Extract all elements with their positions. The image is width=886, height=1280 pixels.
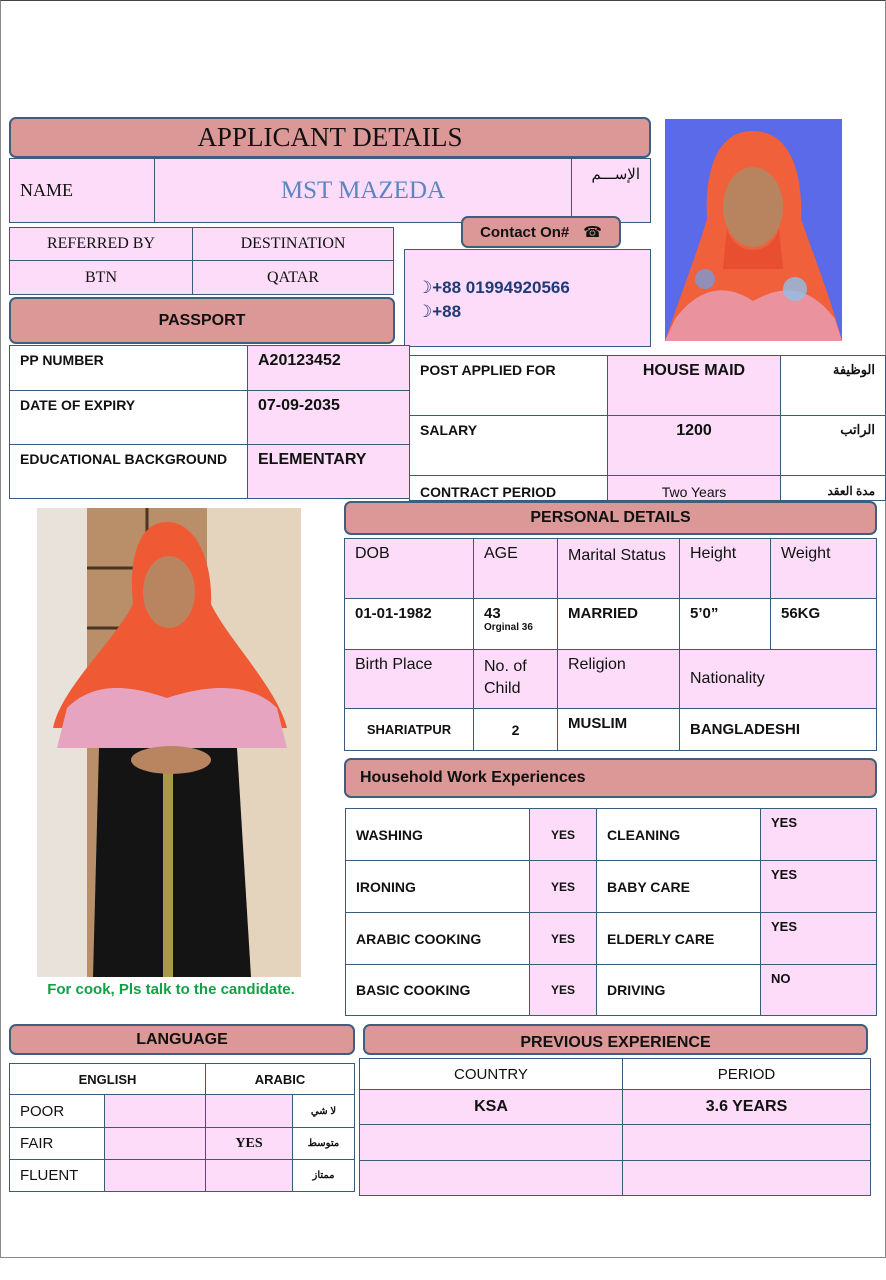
applicant-full-body-photo <box>37 508 301 977</box>
fair-level-label: FAIR <box>9 1127 105 1160</box>
destination-value: QATAR <box>192 260 394 295</box>
previous-period-3 <box>622 1160 871 1196</box>
previous-country-3 <box>359 1160 623 1196</box>
baby-care-value: YES <box>760 860 877 913</box>
personal-details-title-text: PERSONAL DETAILS <box>530 509 691 526</box>
whatsapp-icon: ☽ <box>417 278 433 298</box>
period-header: PERIOD <box>622 1058 871 1090</box>
pp-number-label: PP NUMBER <box>9 345 248 391</box>
phone-icon: ☎ <box>583 223 602 241</box>
dob-label: DOB <box>344 538 474 599</box>
contact-number-1[interactable] <box>417 276 650 300</box>
fluent-english-value <box>104 1159 206 1192</box>
destination-label: DESTINATION <box>192 227 394 261</box>
height-label: Height <box>679 538 771 599</box>
post-applied-value: HOUSE MAID <box>607 355 781 416</box>
previous-period-2 <box>622 1124 871 1161</box>
date-of-expiry-label: DATE OF EXPIRY <box>9 390 248 445</box>
country-header: COUNTRY <box>359 1058 623 1090</box>
fluent-level-label: FLUENT <box>9 1159 105 1192</box>
fair-arabic-value: YES <box>205 1127 293 1160</box>
birth-place-label: Birth Place <box>344 649 474 709</box>
referred-by-value: BTN <box>9 260 193 295</box>
previous-country-1: KSA <box>359 1089 623 1125</box>
contact-box <box>404 249 651 347</box>
age-cell <box>473 598 558 650</box>
post-applied-arabic: الوظيفة <box>780 355 886 416</box>
ironing-label: IRONING <box>345 860 530 913</box>
household-title-text: Household Work Experiences <box>360 769 586 786</box>
full-body-illustration <box>37 508 301 977</box>
date-of-expiry-value: 07-09-2035 <box>247 390 410 445</box>
language-title-text: LANGUAGE <box>136 1030 228 1048</box>
passport-title <box>9 297 395 344</box>
salary-label: SALARY <box>409 415 608 476</box>
washing-label: WASHING <box>345 808 530 861</box>
portrait-illustration <box>665 119 842 341</box>
name-arabic-label: الإســـم <box>571 158 651 223</box>
no-of-child-label: No. of Child <box>473 649 558 709</box>
poor-level-label: POOR <box>9 1094 105 1128</box>
contract-period-arabic: مدة العقد <box>780 475 886 501</box>
applicant-details-title <box>9 117 651 158</box>
english-header: ENGLISH <box>9 1063 206 1095</box>
marital-status-value: MARRIED <box>557 598 680 650</box>
whatsapp-icon: ☽ <box>417 302 433 322</box>
poor-arabic-value <box>205 1094 293 1128</box>
education-value: ELEMENTARY <box>247 444 410 499</box>
driving-label: DRIVING <box>596 964 761 1016</box>
referred-by-label: REFERRED BY <box>9 227 193 261</box>
religion-value: MUSLIM <box>557 708 680 751</box>
weight-label: Weight <box>770 538 877 599</box>
basic-cooking-label: BASIC COOKING <box>345 964 530 1016</box>
cleaning-label: CLEANING <box>596 808 761 861</box>
no-of-child-value: 2 <box>473 708 558 751</box>
weight-value: 56KG <box>770 598 877 650</box>
cook-note: For cook, Pls talk to the candidate. <box>47 981 295 998</box>
contact-title-text: Contact On# <box>480 223 570 241</box>
contact-number-2[interactable] <box>417 300 650 324</box>
dob-value: 01-01-1982 <box>344 598 474 650</box>
poor-english-value <box>104 1094 206 1128</box>
age-value: 43 <box>484 605 501 622</box>
previous-country-2 <box>359 1124 623 1161</box>
fluent-arabic-value <box>205 1159 293 1192</box>
nationality-label: Nationality <box>679 649 877 709</box>
cleaning-value: YES <box>760 808 877 861</box>
name-label: NAME <box>9 158 155 223</box>
fair-english-value <box>104 1127 206 1160</box>
education-label: EDUCATIONAL BACKGROUND <box>9 444 248 499</box>
contract-period-label: CONTRACT PERIOD <box>409 475 608 501</box>
age-note: Orginal 36 <box>484 622 533 633</box>
nationality-value: BANGLADESHI <box>679 708 877 751</box>
previous-experience-title-text: PREVIOUS EXPERIENCE <box>520 1033 711 1051</box>
applicant-details-title-text: APPLICANT DETAILS <box>197 122 463 152</box>
contract-period-value: Two Years <box>607 475 781 501</box>
household-title <box>344 758 877 798</box>
age-label: AGE <box>473 538 558 599</box>
ironing-value: YES <box>529 860 597 913</box>
arabic-cooking-label: ARABIC COOKING <box>345 912 530 965</box>
driving-value: NO <box>760 964 877 1016</box>
poor-arabic-label: لا شي <box>292 1094 355 1128</box>
language-title <box>9 1024 355 1055</box>
personal-details-title <box>344 501 877 535</box>
basic-cooking-value: YES <box>529 964 597 1016</box>
elderly-care-value: YES <box>760 912 877 965</box>
previous-experience-title <box>363 1024 868 1055</box>
salary-arabic: الراتب <box>780 415 886 476</box>
baby-care-label: BABY CARE <box>596 860 761 913</box>
contact-number-2-text: +88 <box>432 302 462 321</box>
height-value: 5’0” <box>679 598 771 650</box>
contact-title <box>461 216 621 248</box>
applicant-portrait-photo <box>665 119 842 341</box>
elderly-care-label: ELDERLY CARE <box>596 912 761 965</box>
arabic-cooking-value: YES <box>529 912 597 965</box>
passport-title-text: PASSPORT <box>158 311 246 329</box>
marital-status-label: Marital Status <box>557 538 680 599</box>
birth-place-value: SHARIATPUR <box>344 708 474 751</box>
fair-arabic-label: متوسط <box>292 1127 355 1160</box>
washing-value: YES <box>529 808 597 861</box>
contact-number-1-text: +88 01994920566 <box>432 278 570 297</box>
previous-period-1: 3.6 YEARS <box>622 1089 871 1125</box>
arabic-header: ARABIC <box>205 1063 355 1095</box>
pp-number-value: A20123452 <box>247 345 410 391</box>
religion-label: Religion <box>557 649 680 709</box>
post-applied-label: POST APPLIED FOR <box>409 355 608 416</box>
fluent-arabic-label: ممتاز <box>292 1159 355 1192</box>
salary-value: 1200 <box>607 415 781 476</box>
applicant-name: MST MAZEDA <box>154 158 572 223</box>
